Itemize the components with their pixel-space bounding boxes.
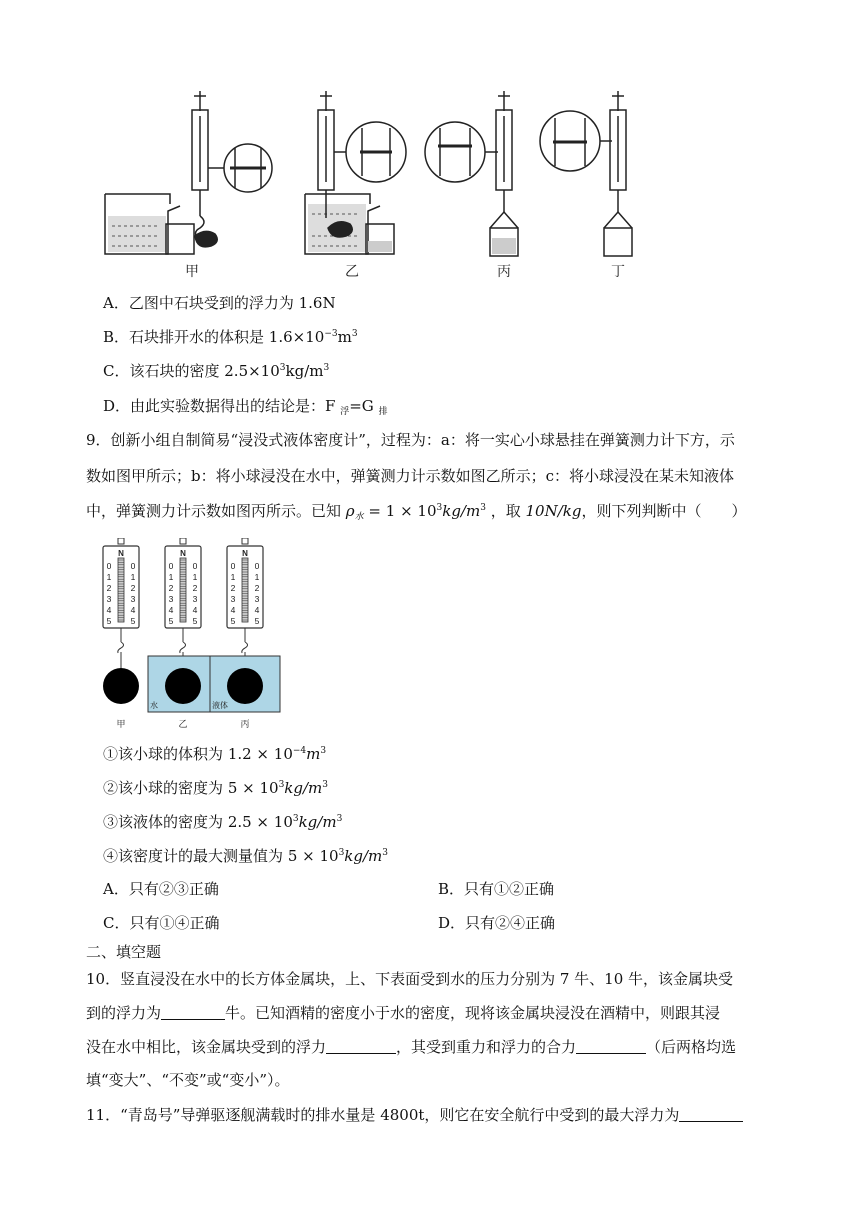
scale-tick-label-left: 1 — [168, 572, 174, 582]
scale-tick-label-left: 3 — [230, 594, 236, 604]
rho-water-formula: $\rho_水 = 1 \times 10^3kg/m^3$ — [345, 502, 486, 522]
scale-tick-label-right: 1 — [192, 572, 198, 582]
ball — [227, 668, 263, 704]
scale-tick-label-left: 2 — [230, 583, 236, 593]
q10-line-3: 没在水中相比，该金属块受到的浮力 ，其受到重力和浮力的合力 （后两格均选 — [86, 1038, 737, 1056]
spring-scale-1 — [192, 91, 208, 236]
q9-choice-b: B．只有①②正确 — [438, 880, 555, 898]
fig8-label-2: 乙 — [345, 263, 359, 279]
ball — [103, 668, 139, 704]
q10-blank-2[interactable] — [326, 1039, 396, 1054]
q9-line-2: 数如图甲所示；b：将小球浸没在水中，弹簧测力计示数如图乙所示；c：将小球浸没在某未知液体 — [86, 467, 735, 485]
q9-statement-3: ③该液体的密度为 $2.5 \times 10^3kg/m^3$ — [103, 813, 343, 831]
liquid-label: 液体 — [212, 701, 228, 710]
scale-tick-label-left: 5 — [230, 616, 236, 626]
scale-tick-label-right: 4 — [130, 605, 136, 615]
scale-hook — [180, 642, 186, 653]
fig8-label-1: 甲 — [185, 263, 199, 279]
scale-hanger-ring — [180, 538, 186, 544]
q9-line-3: 中，弹簧测力计示数如图丙所示。已知 $\rho_水 = 1 \times 10^3kg/m^3$ ，取 10N/kg，则下列判断中（ ） — [86, 502, 747, 522]
water-label: 水 — [150, 701, 158, 710]
q9-figure — [100, 538, 290, 733]
scale-tick-label-left: 2 — [168, 583, 174, 593]
scale-tick-label-right: 0 — [192, 561, 198, 571]
scale-tick-label-left: 0 — [106, 561, 112, 571]
scale-hanger-ring — [242, 538, 248, 544]
scale-tick-label-right: 2 — [192, 583, 198, 593]
scale-unit-label: N — [242, 549, 248, 558]
scale-tick-label-left: 5 — [168, 616, 174, 626]
scale-tick-label-left: 5 — [106, 616, 112, 626]
scale-tick-label-left: 2 — [106, 583, 112, 593]
scale-tick-label-right: 2 — [254, 583, 260, 593]
fig9-caption: 乙 — [178, 719, 188, 729]
scale-tick-label-right: 5 — [254, 616, 260, 626]
scale-tick-label-right: 1 — [130, 572, 136, 582]
scale-tick-label-left: 4 — [106, 605, 112, 615]
scale-tick-label-right: 3 — [192, 594, 198, 604]
q9-line-1: 9．创新小组自制简易“浸没式液体密度计”，过程为：a：将一实心小球悬挂在弹簧测力计下方，示 — [86, 431, 735, 449]
q10-line-1: 10．竖直浸没在水中的长方体金属块，上、下表面受到水的压力分别为 7 牛、10 牛，该金属块受 — [86, 970, 734, 988]
scale-tick-label-left: 4 — [168, 605, 174, 615]
scale-tick-label-right: 4 — [192, 605, 198, 615]
q8-option-b: B．石块排开水的体积是 $1.6\times 10^{-3}m^3$ — [103, 328, 358, 346]
scale-tick-label-left: 4 — [230, 605, 236, 615]
scale-tube — [242, 558, 248, 622]
scale-tick-label-left: 1 — [106, 572, 112, 582]
fig9-caption: 丙 — [240, 719, 250, 729]
scale-unit-label: N — [118, 549, 124, 558]
q10-line-4: 填“变大”、“不变”或“变小”）。 — [86, 1071, 290, 1089]
scale-tick-label-right: 0 — [130, 561, 136, 571]
q9-choice-a: A．只有②③正确 — [103, 880, 219, 898]
q9-choice-c: C．只有①④正确 — [103, 914, 220, 932]
scale-tick-label-left: 1 — [230, 572, 236, 582]
fig8-label-4: 丁 — [611, 263, 625, 279]
scale-tick-label-right: 1 — [254, 572, 260, 582]
ball — [165, 668, 201, 704]
q8-option-c: C．该石块的密度 $2.5\times 10^3kg/m^3$ — [103, 362, 330, 380]
section-title-fill-in: 二、填空题 — [86, 943, 162, 961]
scale-tick-label-right: 3 — [130, 594, 136, 604]
q9-statement-2: ②该小球的密度为 $5 \times 10^3kg/m^3$ — [103, 779, 328, 797]
q8-option-a: A．乙图中石块受到的浮力为 1.6N — [103, 294, 336, 312]
q10-blank-1[interactable] — [161, 1005, 225, 1020]
scale-tick-label-left: 0 — [230, 561, 236, 571]
q9-choice-d: D．只有②④正确 — [438, 914, 556, 932]
q10-line-2: 到的浮力为 牛。已知酒精的密度小于水的密度，现将该金属块浸没在酒精中，则跟其浸 — [86, 1004, 721, 1022]
scale-tick-label-left: 3 — [106, 594, 112, 604]
q10-blank-3[interactable] — [576, 1039, 646, 1054]
scale-hook — [242, 642, 248, 653]
scale-tick-label-right: 5 — [130, 616, 136, 626]
scale-unit-label: N — [180, 549, 186, 558]
scale-hanger-ring — [118, 538, 124, 544]
q11-blank-1[interactable] — [679, 1107, 743, 1122]
scale-tick-label-right: 0 — [254, 561, 260, 571]
scale-tick-label-right: 3 — [254, 594, 260, 604]
scale-tube — [118, 558, 124, 622]
q11-line-1: 11．“青岛号”导弹驱逐舰满载时的排水量是 4800t，则它在安全航行中受到的最大浮力为 — [86, 1104, 743, 1125]
q9-statement-4: ④该密度计的最大测量值为 $5 \times 10^3kg/m^3$ — [103, 847, 388, 865]
scale-tick-label-right: 4 — [254, 605, 260, 615]
scale-hook — [118, 642, 124, 653]
scale-tube — [180, 558, 186, 622]
scale-tick-label-left: 3 — [168, 594, 174, 604]
q9-statement-1: ①该小球的体积为 $1.2 \times 10^{-4}m^3$ — [103, 745, 327, 763]
scale-tick-label-right: 5 — [192, 616, 198, 626]
scale-tick-label-right: 2 — [130, 583, 136, 593]
q8-figure — [100, 86, 660, 281]
fig8-label-3: 丙 — [497, 263, 511, 279]
fig9-caption: 甲 — [116, 719, 126, 729]
q8-option-d: D．由此实验数据得出的结论是：F $_浮$=G $_排$ — [103, 397, 388, 417]
scale-tick-label-left: 0 — [168, 561, 174, 571]
